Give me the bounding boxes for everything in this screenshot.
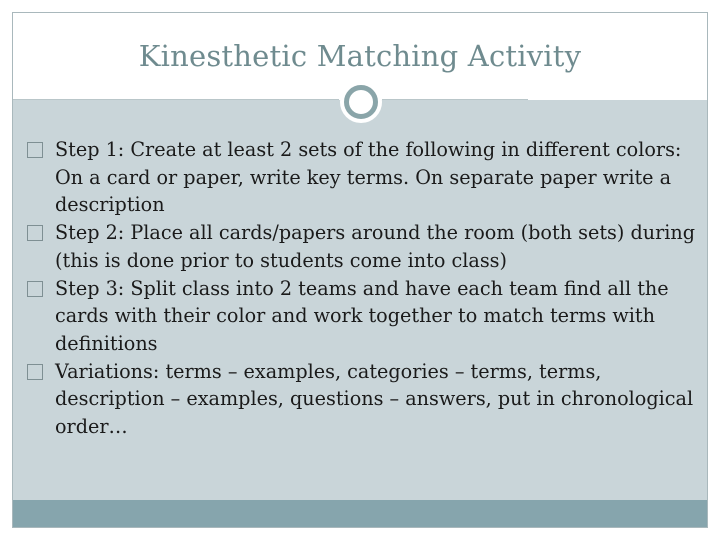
bullet-list bbox=[23, 136, 703, 441]
bullet-text: Variations: terms – examples, categories – terms, terms, description – examples, questions – answers, put in chronological order… bbox=[55, 359, 694, 438]
square-bullet-icon bbox=[27, 142, 43, 158]
footer-bar bbox=[13, 500, 707, 527]
title-divider-right bbox=[382, 99, 528, 100]
circle-ornament-icon bbox=[340, 81, 382, 123]
slide-frame bbox=[12, 12, 708, 528]
content-area bbox=[13, 100, 707, 500]
bullet-item-variations bbox=[23, 358, 703, 441]
bullet-item-step-3 bbox=[23, 275, 703, 358]
ornament-ring bbox=[344, 85, 378, 119]
bullet-text: Step 3: Split class into 2 teams and have each team find all the cards with their color and work together to match terms with definitions bbox=[55, 276, 669, 355]
slide-title: Kinesthetic Matching Activity bbox=[138, 39, 582, 73]
square-bullet-icon bbox=[27, 281, 43, 297]
bullet-text: Step 2: Place all cards/papers around the room (both sets) during (this is done prior to students come into class) bbox=[55, 221, 696, 272]
square-bullet-icon bbox=[27, 225, 43, 241]
bullet-text: Step 1: Create at least 2 sets of the following in different colors: On a card or paper, write key terms. On separate paper write a description bbox=[55, 138, 682, 216]
bullet-item-step-2 bbox=[23, 219, 703, 274]
title-divider-left bbox=[13, 99, 339, 100]
square-bullet-icon bbox=[27, 364, 43, 380]
bullet-item-step-1 bbox=[23, 136, 703, 219]
